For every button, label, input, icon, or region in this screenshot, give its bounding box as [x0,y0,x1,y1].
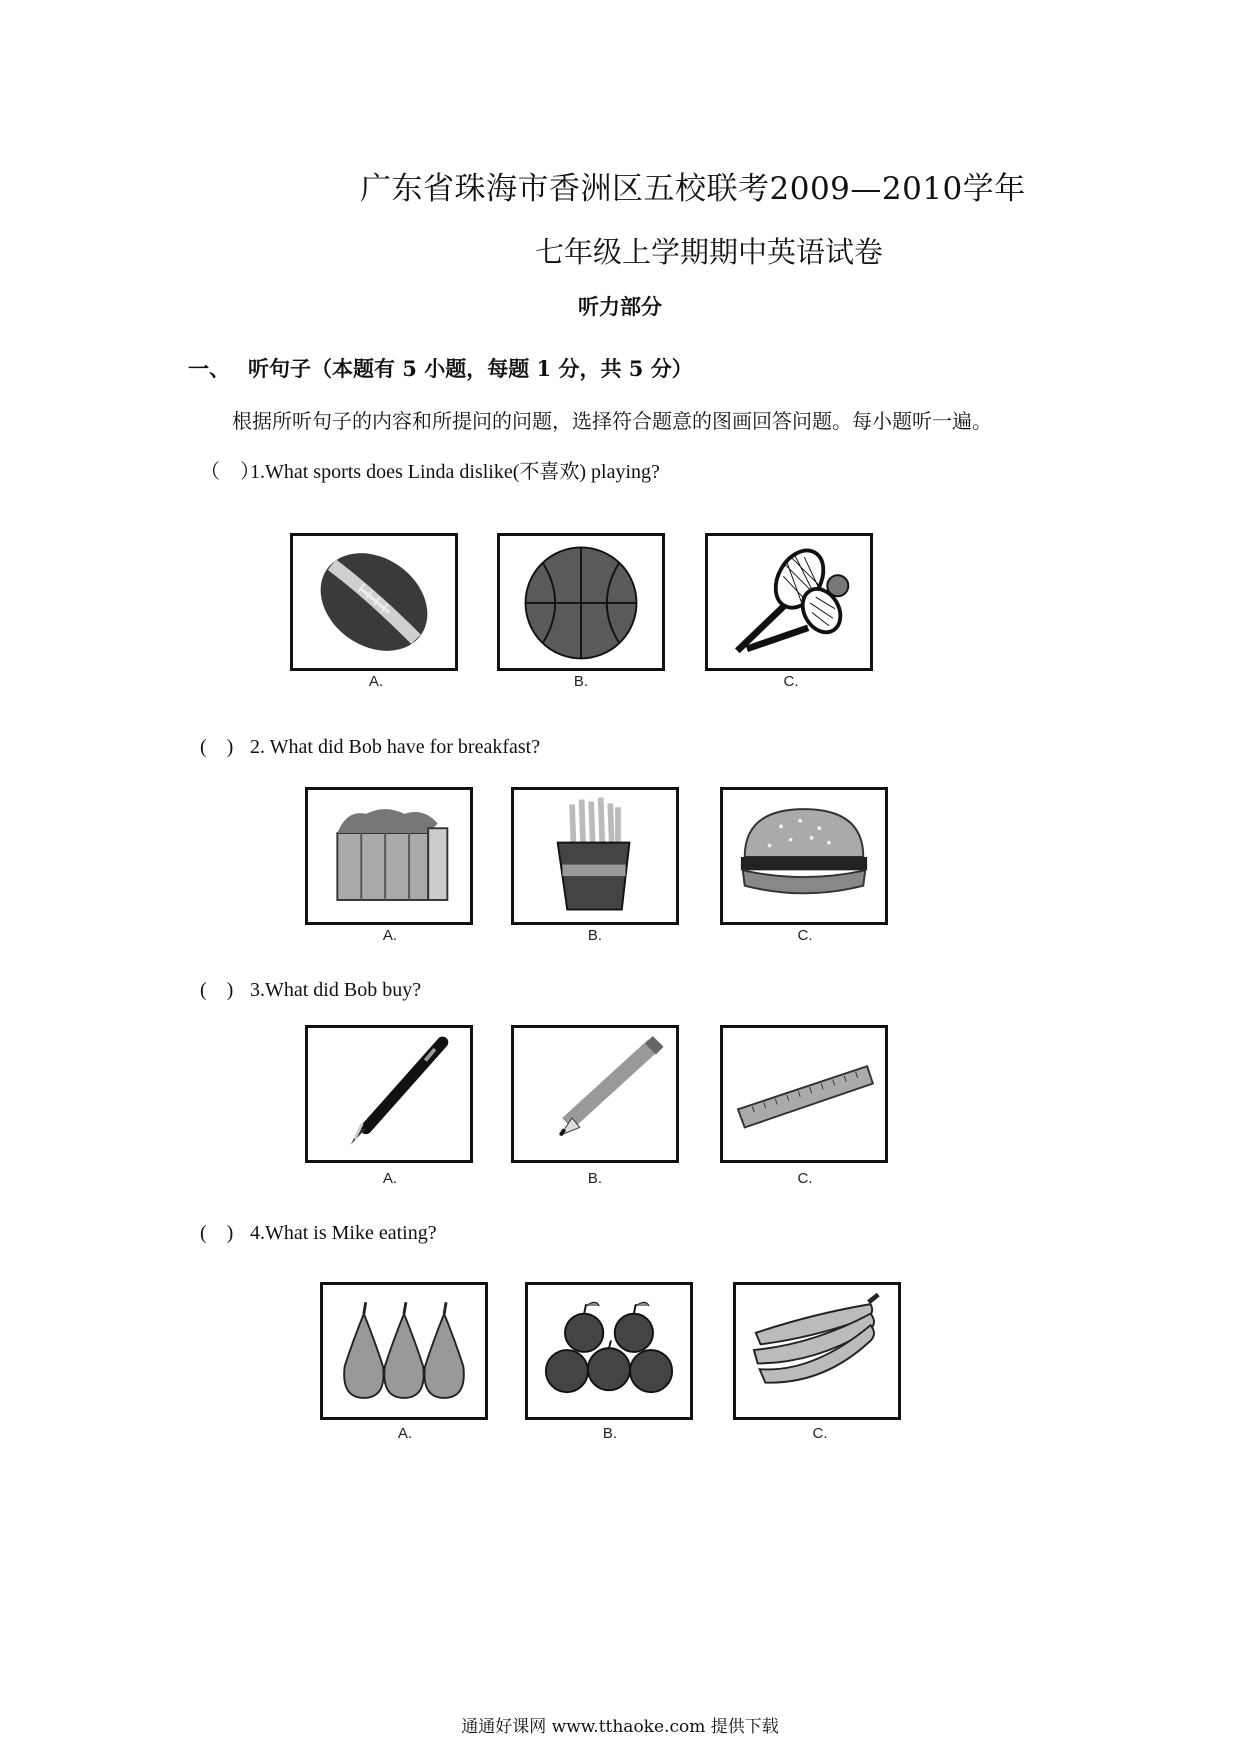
section-instruction: 根据所听句子的内容和所提问的问题，选择符合题意的图画回答问题。每小题听一遍。 [232,409,992,433]
tennis-rackets-image [705,533,873,671]
basketball-image [497,533,665,671]
bread-image [305,787,473,925]
pears-image [320,1282,488,1420]
answer-blank[interactable]: ( ) [200,1222,234,1244]
pencil-image [511,1025,679,1163]
bananas-image [733,1282,901,1420]
question-text: 4.What is Mike eating? [250,1222,437,1244]
section-title: 听句子（本题有 5 小题，每题 1 分，共 5 分） [248,356,693,381]
exam-title-line1: 广东省珠海市香洲区五校联考2009—2010学年 [360,171,1026,207]
exam-title-line2: 七年级上学期期中英语试卷 [535,235,884,269]
apples-image [525,1282,693,1420]
question-1 [200,455,660,484]
option-label-a: A. [397,1425,413,1442]
question-2 [200,730,540,759]
french-fries-image [511,787,679,925]
option-label-c: C. [783,673,799,690]
section-number: 一、 [188,356,230,381]
football-image [290,533,458,671]
option-label-c: C. [797,1170,813,1187]
option-label-a: A. [382,1170,398,1187]
section-heading [188,353,693,383]
hamburger-image [720,787,888,925]
question-3 [200,973,421,1002]
answer-blank[interactable]: ( ) [200,736,234,758]
question-text: 3.What did Bob buy? [250,979,422,1001]
option-label-b: B. [602,1425,618,1442]
question-text: 2. What did Bob have for breakfast? [250,736,541,758]
answer-blank[interactable]: （ ） [200,461,260,483]
option-label-b: B. [587,1170,603,1187]
option-label-b: B. [587,927,603,944]
part-heading: 听力部分 [578,294,662,319]
option-label-a: A. [382,927,398,944]
question-4 [200,1216,437,1245]
option-label-c: C. [797,927,813,944]
option-label-a: A. [368,673,384,690]
pen-image [305,1025,473,1163]
question-text: 1.What sports does Linda dislike(不喜欢) playing? [250,461,660,483]
option-label-b: B. [573,673,589,690]
option-label-c: C. [812,1425,828,1442]
answer-blank[interactable]: ( ) [200,979,234,1001]
footer-source: 通通好课网 www.tthaoke.com 提供下载 [461,1717,779,1737]
ruler-image [720,1025,888,1163]
